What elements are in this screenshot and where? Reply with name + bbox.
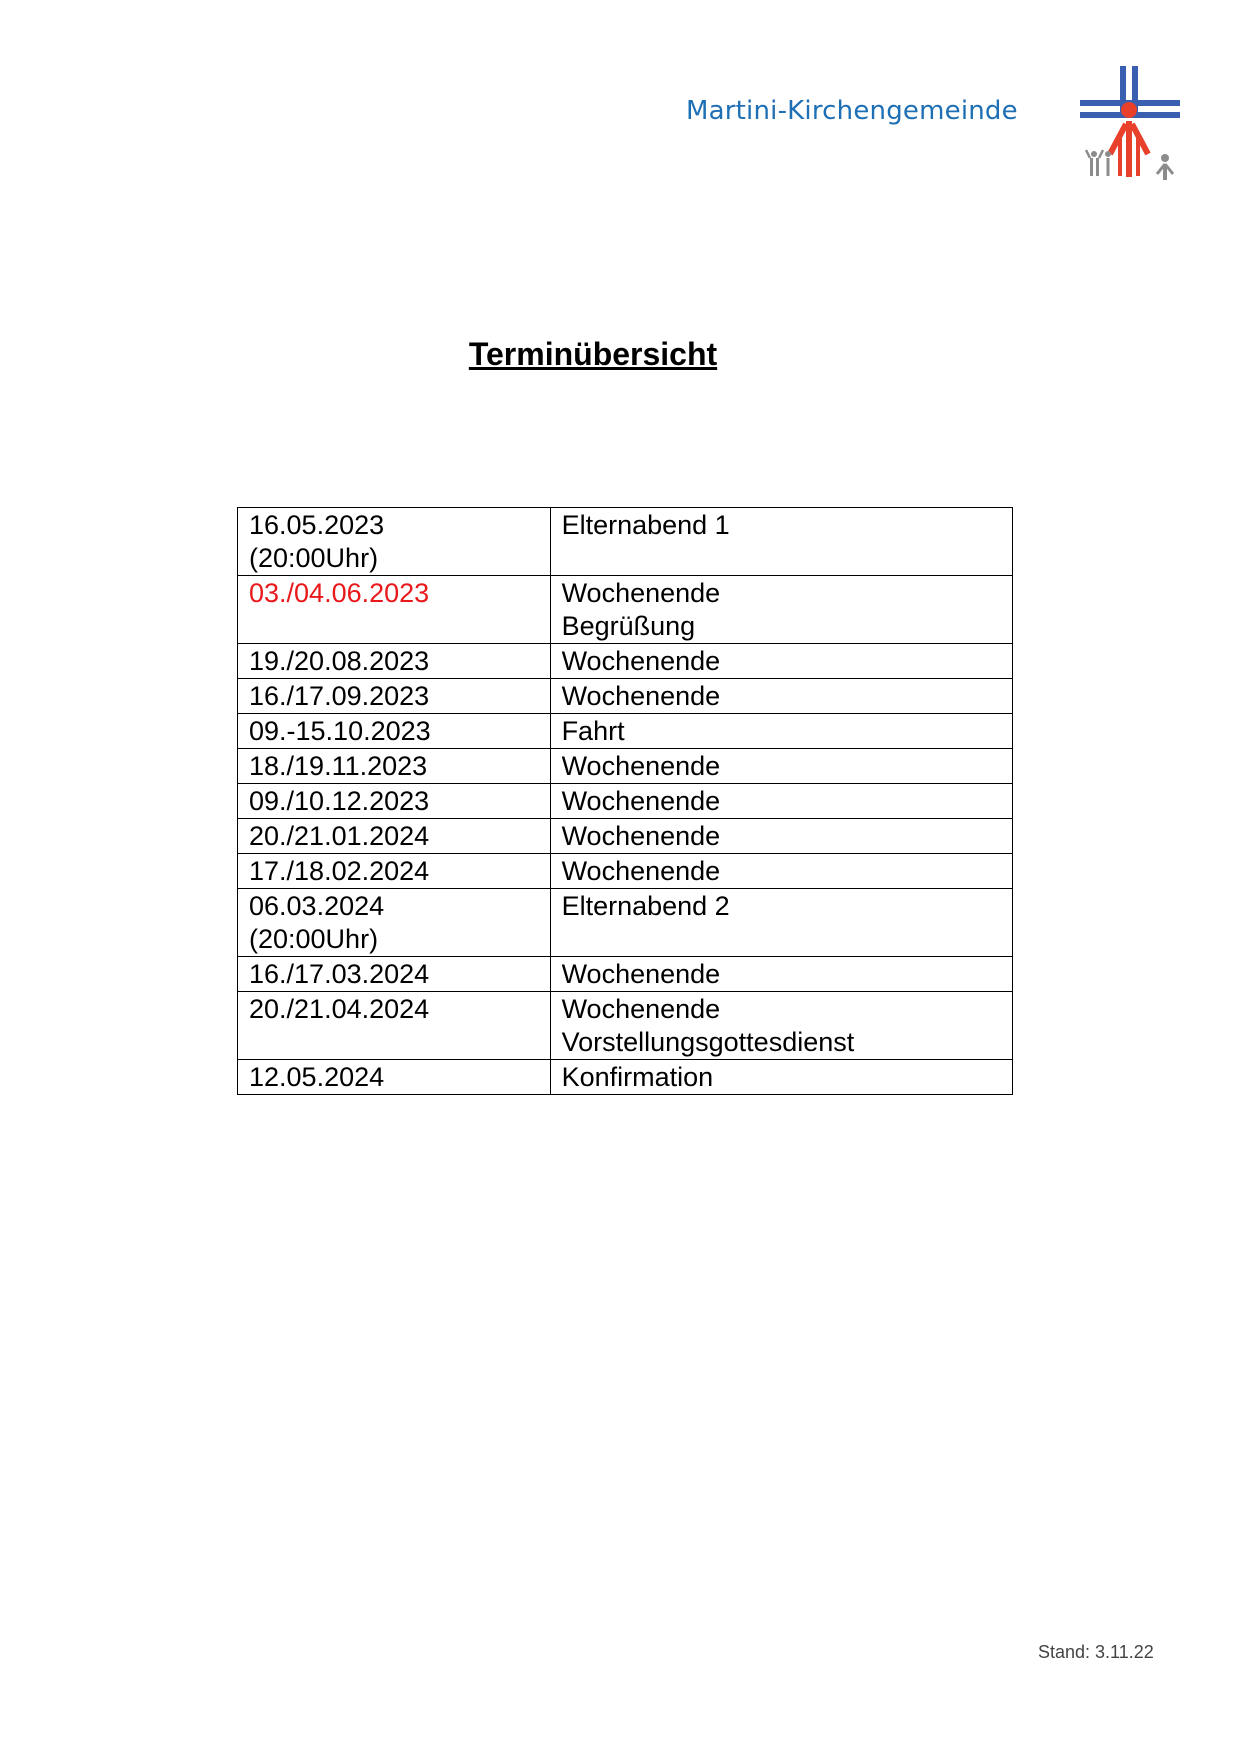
date-text: 20./21.01.2024 (249, 821, 430, 851)
table-row (238, 957, 1013, 992)
event-text: Wochenende (561, 786, 721, 816)
table-row (238, 679, 1013, 714)
date-text: 03./04.06.2023 (249, 578, 430, 608)
event-text: Wochenende (561, 751, 721, 781)
org-name: Martini-Kirchengemeinde (686, 96, 1018, 126)
table-row (238, 854, 1013, 889)
stand-date: Stand: 3.11.22 (1038, 1642, 1154, 1662)
page-title: Terminübersicht (468, 336, 718, 372)
date-cell (238, 889, 551, 957)
date-cell (238, 576, 551, 644)
table-row (238, 749, 1013, 784)
date-text: 16./17.03.2024 (249, 959, 430, 989)
date-cell (238, 819, 551, 854)
table-row (238, 784, 1013, 819)
table-row (238, 992, 1013, 1060)
church-cross-logo-icon (1080, 66, 1180, 198)
event-cell (550, 714, 1012, 749)
date-cell (238, 749, 551, 784)
date-text: 09.-15.10.2023 (249, 716, 431, 746)
date-cell (238, 644, 551, 679)
event-text: Elternabend 2 (561, 891, 730, 921)
event-text: Wochenende (561, 821, 721, 851)
event-cell (550, 576, 1012, 644)
event-note: Vorstellungsgottesdienst (561, 1027, 855, 1057)
date-cell (238, 992, 551, 1060)
date-cell (238, 679, 551, 714)
event-text: Wochenende (561, 646, 721, 676)
event-cell (550, 749, 1012, 784)
event-cell (550, 644, 1012, 679)
event-text: Wochenende (561, 959, 721, 989)
date-cell (238, 1060, 551, 1095)
event-cell (550, 957, 1012, 992)
event-cell (550, 1060, 1012, 1095)
date-text: 20./21.04.2024 (249, 994, 430, 1024)
event-cell (550, 992, 1012, 1060)
event-text: Wochenende (561, 856, 721, 886)
event-text: Wochenende (561, 994, 721, 1024)
table-row (238, 644, 1013, 679)
date-text: 16.05.2023 (249, 510, 385, 540)
date-text: 06.03.2024 (249, 891, 385, 921)
event-cell (550, 508, 1012, 576)
date-text: 12.05.2024 (249, 1062, 385, 1092)
event-cell (550, 784, 1012, 819)
date-cell (238, 957, 551, 992)
schedule-table (237, 507, 1013, 1095)
date-cell (238, 854, 551, 889)
date-cell (238, 784, 551, 819)
event-text: Wochenende (561, 681, 721, 711)
table-row (238, 1060, 1013, 1095)
table-row (238, 576, 1013, 644)
date-text: 19./20.08.2023 (249, 646, 430, 676)
date-text: 16./17.09.2023 (249, 681, 430, 711)
table-row (238, 889, 1013, 957)
date-note: (20:00Uhr) (249, 924, 379, 954)
event-text: Wochenende (561, 578, 721, 608)
table-row (238, 819, 1013, 854)
date-cell (238, 714, 551, 749)
event-cell (550, 679, 1012, 714)
event-cell (550, 819, 1012, 854)
table-row (238, 714, 1013, 749)
event-cell (550, 854, 1012, 889)
date-cell (238, 508, 551, 576)
event-text: Elternabend 1 (561, 510, 730, 540)
event-cell (550, 889, 1012, 957)
date-note: (20:00Uhr) (249, 543, 379, 573)
event-note: Begrüßung (561, 611, 696, 641)
table-row (238, 508, 1013, 576)
event-text: Fahrt (561, 716, 625, 746)
date-text: 09./10.12.2023 (249, 786, 430, 816)
date-text: 18./19.11.2023 (249, 751, 428, 781)
date-text: 17./18.02.2024 (249, 856, 430, 886)
event-text: Konfirmation (561, 1062, 714, 1092)
